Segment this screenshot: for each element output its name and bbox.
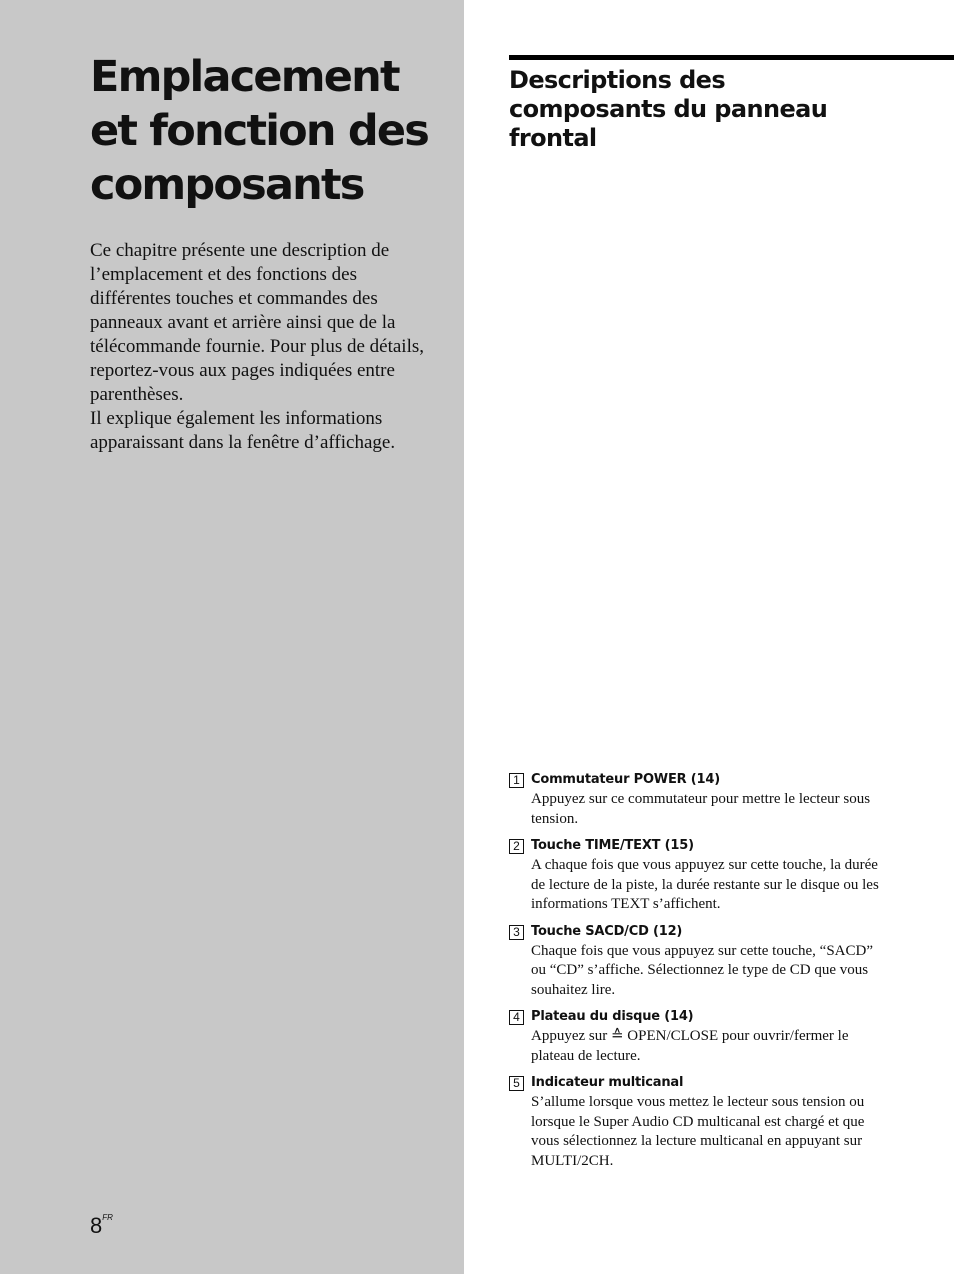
language-code: FR <box>102 1213 113 1222</box>
section-title-line: Descriptions des <box>509 66 726 94</box>
list-item <box>509 1074 889 1171</box>
item-number-box: 1 <box>509 773 524 788</box>
item-title: Commutateur POWER (14) <box>531 772 720 787</box>
item-description: A chaque fois que vous appuyez sur cette touche, la durée de lecture de la piste, la durée restante sur le disque ou les informations TEXT s’affichent. <box>531 857 879 912</box>
component-list <box>509 771 889 1179</box>
front-panel-illustration-area <box>509 170 929 750</box>
section-title <box>509 66 929 153</box>
list-item <box>509 771 889 829</box>
chapter-title-line: Emplacement <box>90 52 399 102</box>
item-title: Touche SACD/CD (12) <box>531 923 683 939</box>
intro-paragraph: Ce chapitre présente une description de l’emplacement et des fonctions des différentes touches et commandes des panneaux avant et arrière ainsi que de la télécommande fournie. Pour plus de détails, reportez-vous aux pages indiquées entre parenthèses. <box>90 240 424 405</box>
page-number <box>90 1204 113 1240</box>
section-title-line: composants du panneau <box>509 95 828 123</box>
chapter-title-line: composants <box>90 160 364 210</box>
item-number-box: 4 <box>509 1010 524 1025</box>
list-item <box>509 1008 889 1066</box>
item-description: S’allume lorsque vous mettez le lecteur sous tension ou lorsque le Super Audio CD multicanal est chargé et que vous sélectionnez la lecture multicanal en appuyant sur MULTI/2CH. <box>531 1094 865 1169</box>
item-title: Indicateur multicanal <box>531 1075 684 1090</box>
item-number-box: 3 <box>509 925 524 940</box>
item-title: Plateau du disque (14) <box>531 1009 694 1024</box>
section-rule <box>509 55 954 60</box>
item-description: Appuyez sur ≙ OPEN/CLOSE pour ouvrir/fermer le plateau de lecture. <box>531 1028 849 1064</box>
list-item <box>509 923 889 1001</box>
intro-paragraph: Il explique également les informations apparaissant dans la fenêtre d’affichage. <box>90 408 396 453</box>
item-number-box: 5 <box>509 1076 524 1091</box>
chapter-title <box>90 50 450 212</box>
item-number-box: 2 <box>509 839 524 854</box>
item-description: Chaque fois que vous appuyez sur cette touche, “SACD” ou “CD” s’affiche. Sélectionnez le type de CD que vous souhaitez lire. <box>531 942 873 998</box>
chapter-intro <box>90 239 430 455</box>
list-item <box>509 837 889 915</box>
chapter-title-line: et fonction des <box>90 106 428 156</box>
section-title-line: frontal <box>509 124 597 152</box>
item-title: Touche TIME/TEXT (15) <box>531 838 694 853</box>
page-number-value: 8 <box>90 1213 103 1238</box>
item-description: Appuyez sur ce commutateur pour mettre le lecteur sous tension. <box>531 791 871 827</box>
